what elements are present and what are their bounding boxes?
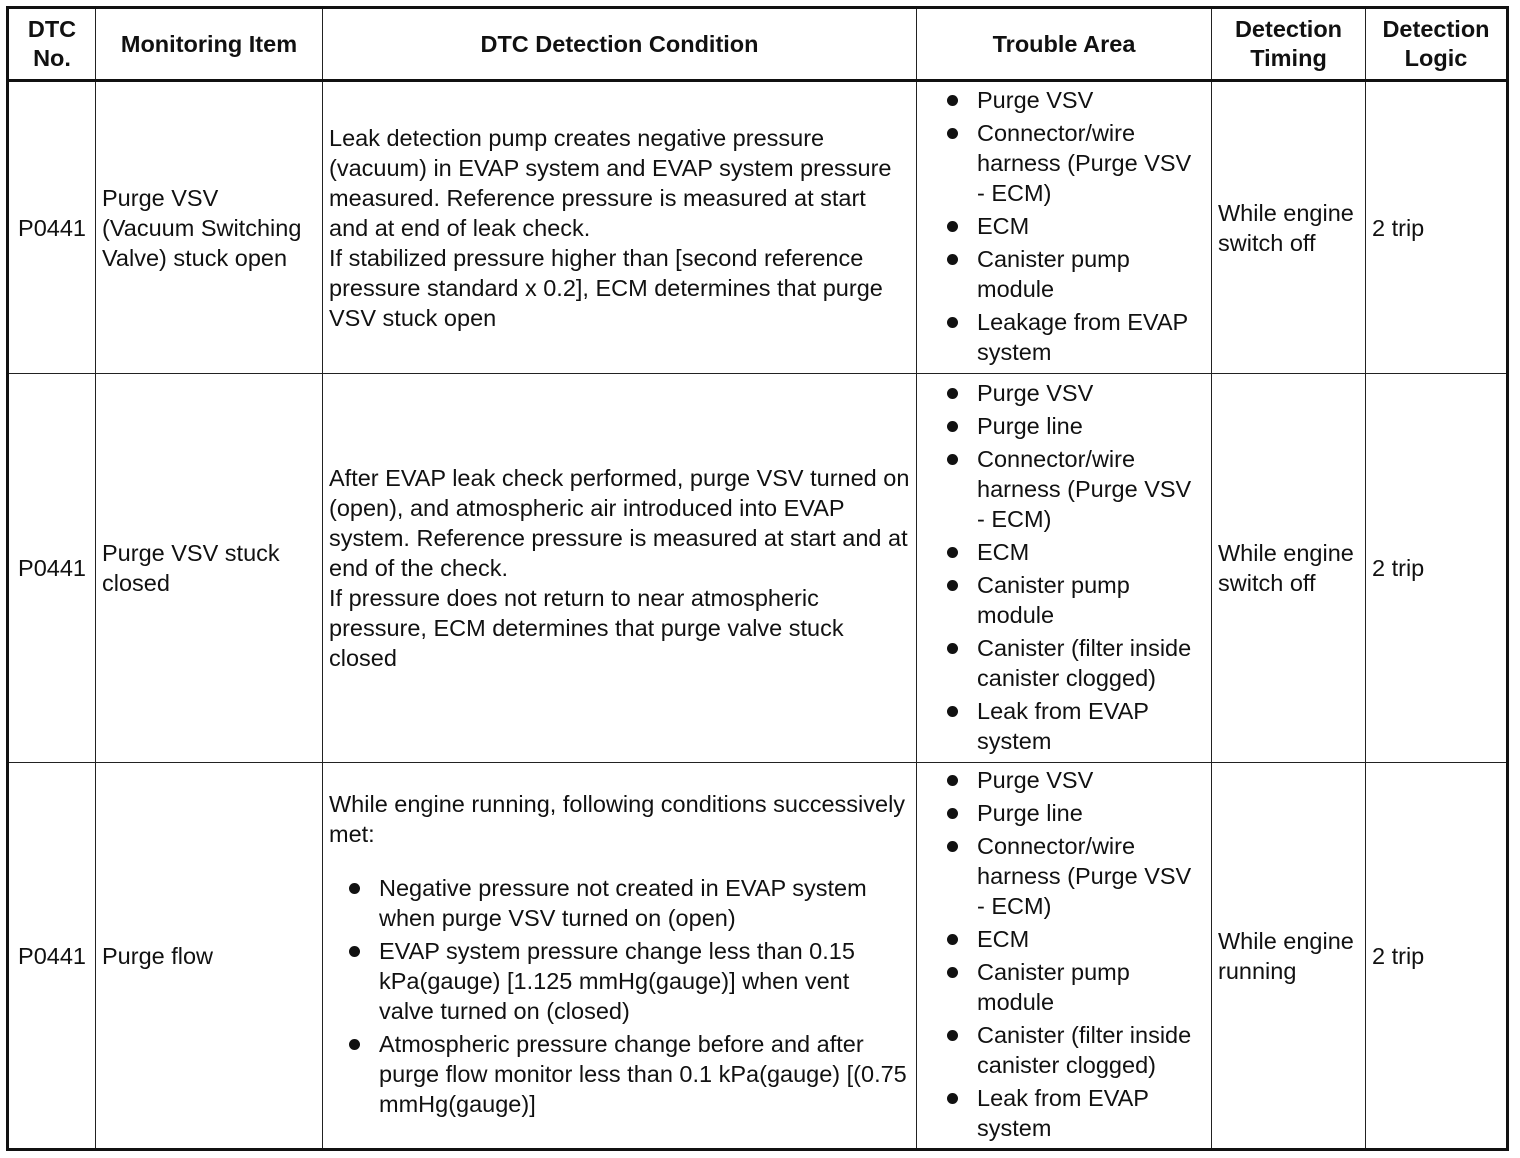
detection-logic: 2 trip <box>1366 81 1508 374</box>
list-item: Atmospheric pressure change before and after purge flow monitor less than 0.1 kPa(gauge) [(0.75 mmHg(gauge)] <box>329 1029 910 1119</box>
list-item: Purge VSV <box>923 765 1205 795</box>
list-item: Leakage from EVAP system <box>923 307 1205 367</box>
list-item: Purge line <box>923 798 1205 828</box>
dtc-table <box>6 6 1509 1151</box>
detection-condition <box>323 374 917 763</box>
detection-condition <box>323 763 917 1150</box>
header-detection-condition: DTC Detection Condition <box>323 8 917 81</box>
list-item: Purge VSV <box>923 85 1205 115</box>
dtc-code: P0441 <box>8 81 96 374</box>
dtc-code: P0441 <box>8 374 96 763</box>
table-row <box>8 374 1508 763</box>
trouble-area-list <box>923 85 1205 367</box>
table-row <box>8 81 1508 374</box>
list-item: Canister (filter inside canister clogged) <box>923 633 1205 693</box>
condition-text: If stabilized pressure higher than [second reference pressure standard x 0.2], ECM determines that purge VSV stuck open <box>329 244 883 331</box>
list-item: Canister pump module <box>923 957 1205 1017</box>
trouble-area <box>917 374 1212 763</box>
trouble-area <box>917 81 1212 374</box>
detection-timing: While engine running <box>1212 763 1366 1150</box>
list-item: Canister (filter inside canister clogged) <box>923 1020 1205 1080</box>
list-item: Purge line <box>923 411 1205 441</box>
list-item: Negative pressure not created in EVAP system when purge VSV turned on (open) <box>329 873 910 933</box>
condition-list <box>329 873 910 1119</box>
dtc-code: P0441 <box>8 763 96 1150</box>
list-item: ECM <box>923 924 1205 954</box>
list-item: Connector/wire harness (Purge VSV - ECM) <box>923 831 1205 921</box>
trouble-area-list <box>923 765 1205 1143</box>
detection-timing: While engine switch off <box>1212 81 1366 374</box>
header-dtc-no: DTC No. <box>8 8 96 81</box>
list-item: EVAP system pressure change less than 0.15 kPa(gauge) [1.125 mmHg(gauge)] when vent valve turned on (closed) <box>329 936 910 1026</box>
condition-text: If pressure does not return to near atmospheric pressure, ECM determines that purge valve stuck closed <box>329 585 844 671</box>
list-item: Canister pump module <box>923 570 1205 630</box>
list-item: Leak from EVAP system <box>923 1083 1205 1143</box>
list-item: Purge VSV <box>923 378 1205 408</box>
monitoring-item: Purge VSV stuck closed <box>96 374 323 763</box>
condition-text: After EVAP leak check performed, purge VSV turned on (open), and atmospheric air introduced into EVAP system. Reference pressure is measured at start and at end of the check. <box>329 465 910 581</box>
header-detection-logic: Detection Logic <box>1366 8 1508 81</box>
list-item: Connector/wire harness (Purge VSV - ECM) <box>923 118 1205 208</box>
condition-text: While engine running, following conditions successively met: <box>329 791 906 847</box>
detection-timing: While engine switch off <box>1212 374 1366 763</box>
detection-logic: 2 trip <box>1366 763 1508 1150</box>
header-monitoring-item: Monitoring Item <box>96 8 323 81</box>
detection-condition <box>323 81 917 374</box>
list-item: Leak from EVAP system <box>923 696 1205 756</box>
header-trouble-area: Trouble Area <box>917 8 1212 81</box>
list-item: Canister pump module <box>923 244 1205 304</box>
header-detection-timing: Detection Timing <box>1212 8 1366 81</box>
monitoring-item: Purge VSV (Vacuum Switching Valve) stuck open <box>96 81 323 374</box>
detection-logic: 2 trip <box>1366 374 1508 763</box>
trouble-area-list <box>923 378 1205 756</box>
header-row <box>8 8 1508 81</box>
list-item: ECM <box>923 211 1205 241</box>
table-row <box>8 763 1508 1150</box>
trouble-area <box>917 763 1212 1150</box>
list-item: ECM <box>923 537 1205 567</box>
condition-text: Leak detection pump creates negative pressure (vacuum) in EVAP system and EVAP system pressure measured. Reference pressure is measured at start and at end of leak check. <box>329 124 892 241</box>
list-item: Connector/wire harness (Purge VSV - ECM) <box>923 444 1205 534</box>
monitoring-item: Purge flow <box>96 763 323 1150</box>
